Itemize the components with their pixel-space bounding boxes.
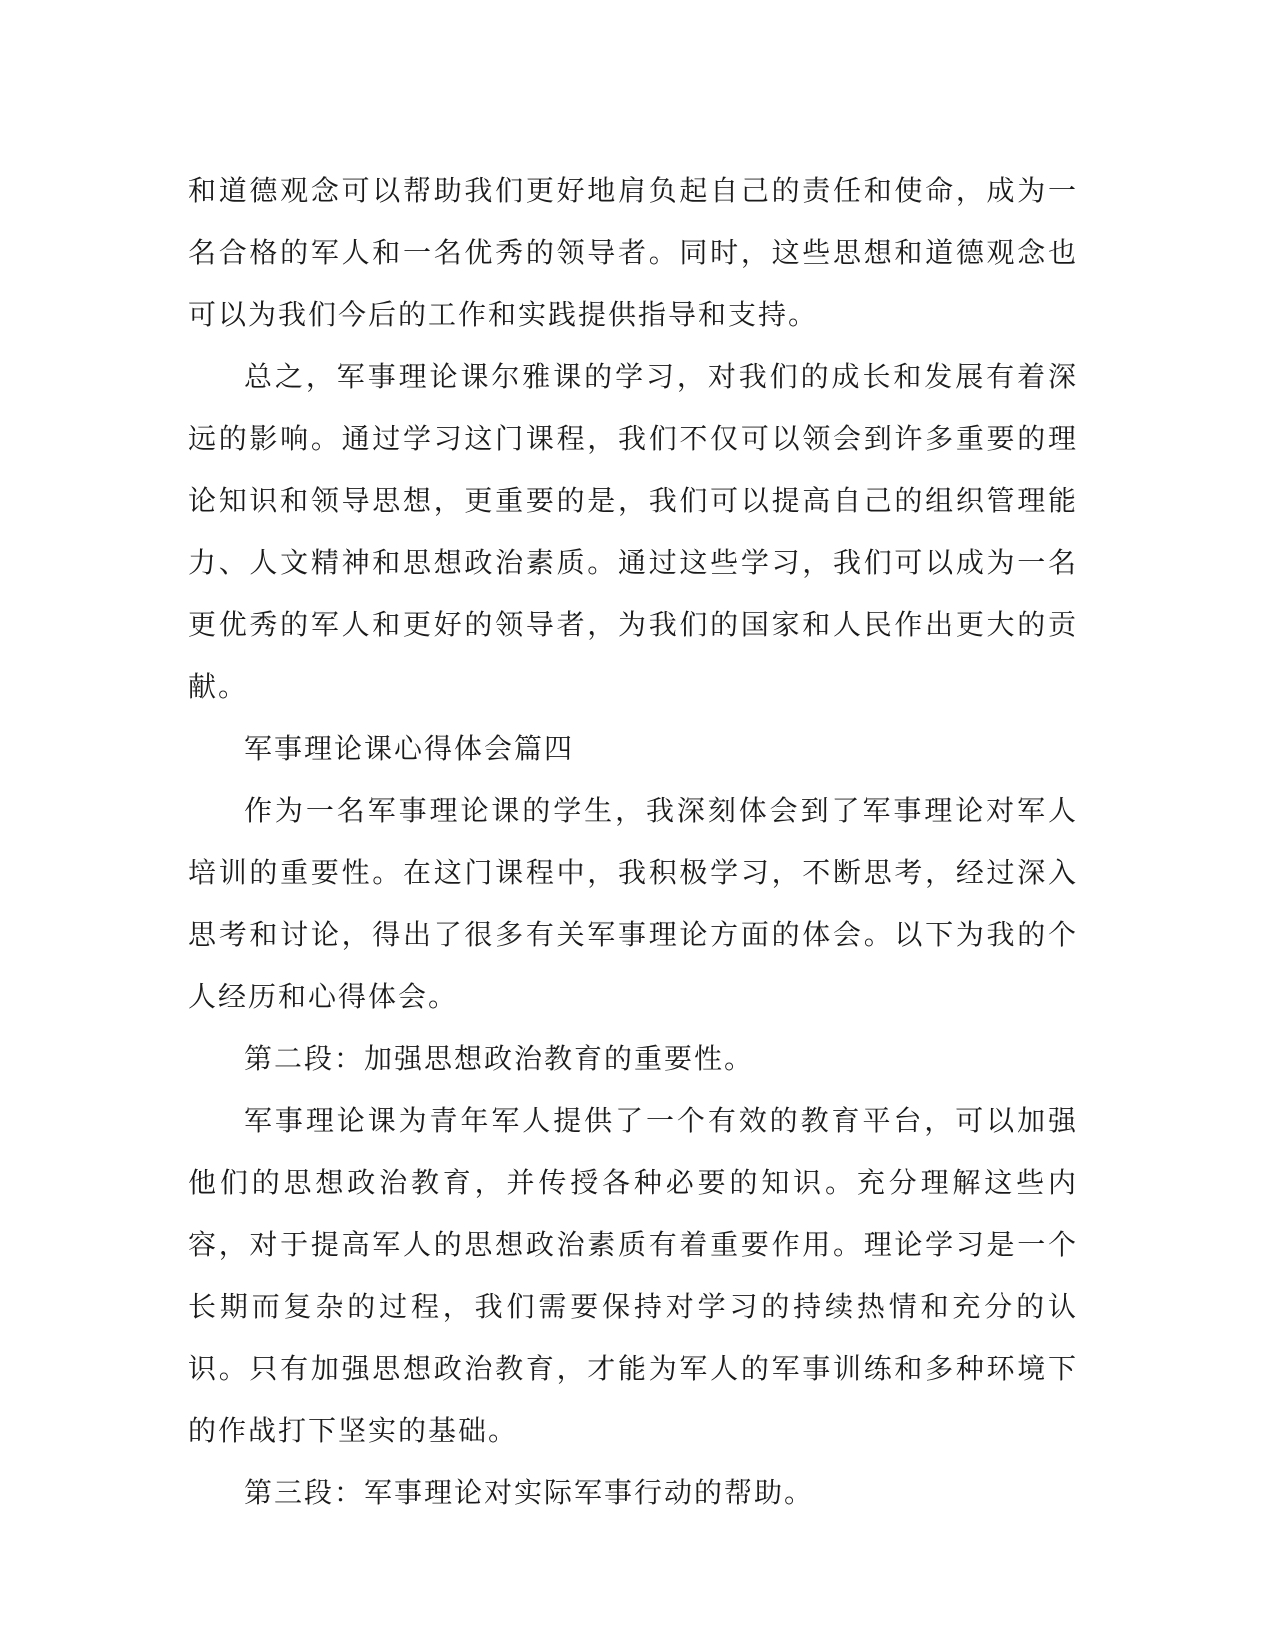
section-heading: 军事理论课心得体会篇四 bbox=[244, 732, 575, 765]
paragraph-education: 军事理论课为青年军人提供了一个有效的教育平台，可以加强他们的思想政治教育，并传授各种必要的知识。充分理解这些内容，对于提高军人的思想政治素质有着重要作用。理论学习是一个长期而复杂的过程，我们需要保持对学习的持续热情和充分的认识。只有加强思想政治教育，才能为军人的军事训练和多种环境下的作战打下坚实的基础。 bbox=[188, 1104, 1078, 1447]
paragraph-conclusion: 总之，军事理论课尔雅课的学习，对我们的成长和发展有着深远的影响。通过学习这门课程，我们不仅可以领会到许多重要的理论知识和领导思想，更重要的是，我们可以提高自己的组织管理能力、人文精神和思想政治素质。通过这些学习，我们可以成为一名更优秀的军人和更好的领导者，为我们的国家和人民作出更大的贡献。 bbox=[188, 360, 1078, 703]
document-body bbox=[188, 160, 1078, 1524]
paragraph-continuation: 和道德观念可以帮助我们更好地肩负起自己的责任和使命，成为一名合格的军人和一名优秀的领导者。同时，这些思想和道德观念也可以为我们今后的工作和实践提供指导和支持。 bbox=[188, 174, 1078, 331]
subheading-second: 第二段：加强思想政治教育的重要性。 bbox=[244, 1042, 755, 1075]
subheading-third: 第三段：军事理论对实际军事行动的帮助。 bbox=[244, 1476, 815, 1509]
paragraph-intro: 作为一名军事理论课的学生，我深刻体会到了军事理论对军人培训的重要性。在这门课程中，我积极学习，不断思考，经过深入思考和讨论，得出了很多有关军事理论方面的体会。以下为我的个人经历和心得体会。 bbox=[188, 794, 1078, 1013]
